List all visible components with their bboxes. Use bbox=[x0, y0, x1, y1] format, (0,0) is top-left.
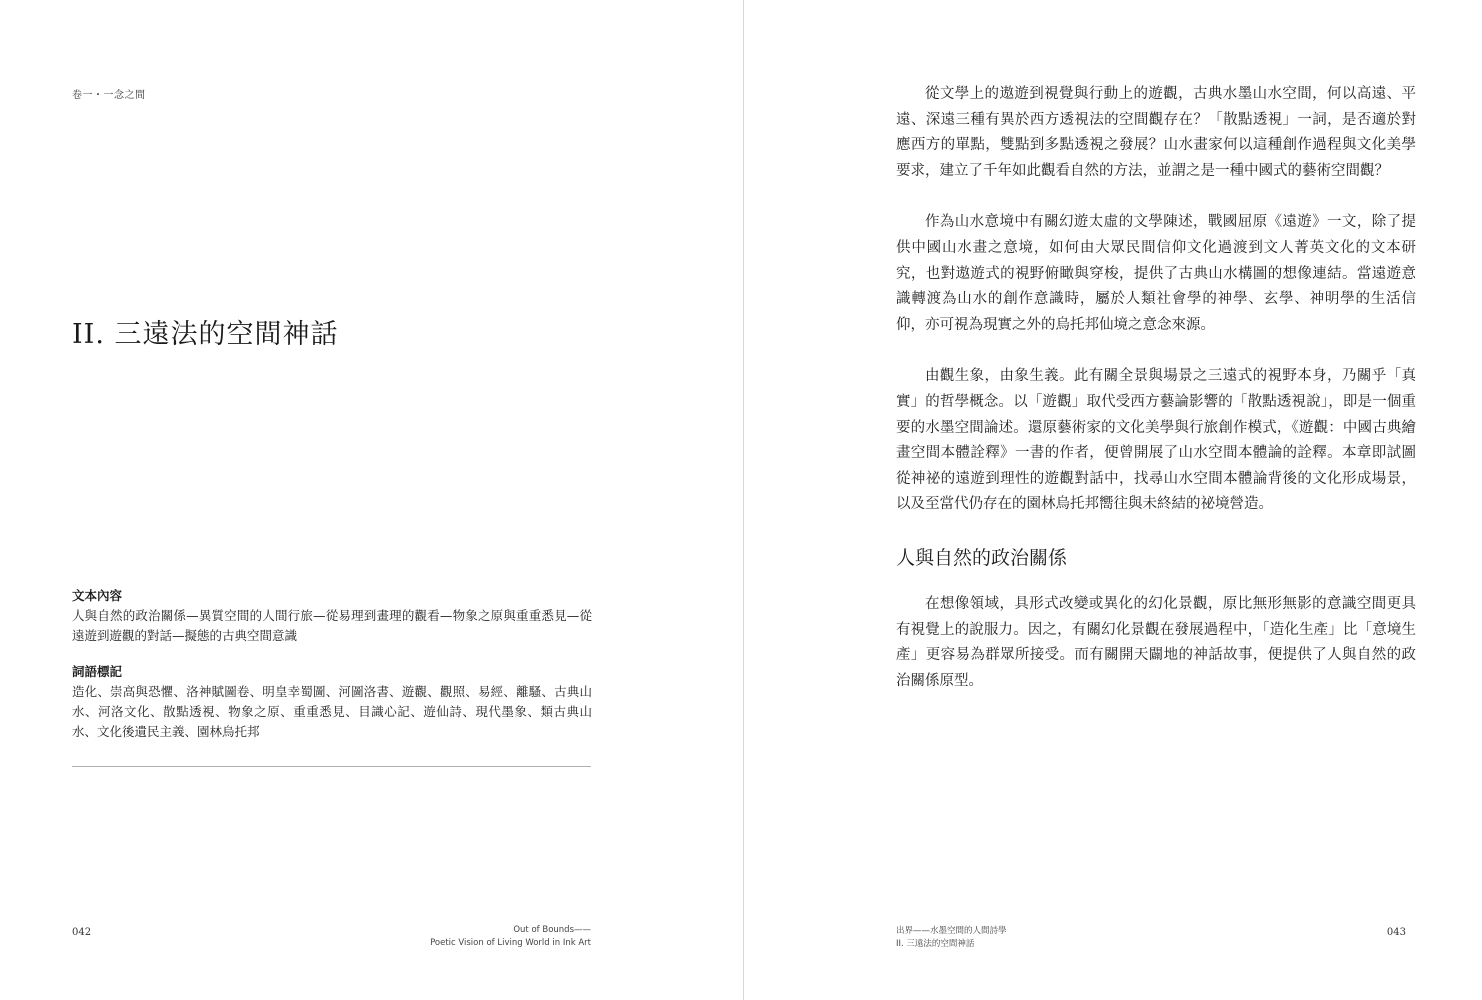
running-footer-line-2: II. 三遠法的空間神話 bbox=[896, 939, 975, 949]
section-heading: 人與自然的政治關係 bbox=[896, 546, 1068, 569]
right-page bbox=[744, 0, 1482, 1000]
contents-label: 文本內容 bbox=[72, 588, 123, 603]
series-title-line-1: Out of Bounds—— bbox=[513, 925, 591, 935]
body-paragraph-3: 由觀生象，由象生義。此有關全景與場景之三遠式的視野本身，乃關乎「真實」的哲學概念。以「遊觀」取代受西方藝論影響的「散點透視說」，即是一個重要的水墨空間論述。還原藝術家的文化美學與行旅創作模式，《遊觀：中國古典繪畫空間本體詮釋》一書的作者，便曾開展了山水空間本體論的詮釋。本章即試圖從神祕的遠遊到理性的遊觀對話中，找尋山水空間本體論背後的文化形成場景，以及至當代仍存在的園林烏托邦嚮往與未終結的祕境營造。 bbox=[896, 368, 1416, 513]
body-paragraph-2: 作為山水意境中有關幻遊太虛的文學陳述，戰國屈原《遠遊》一文，除了提供中國山水畫之意境，如何由大眾民間信仰文化過渡到文人菁英文化的文本研究，也對遨遊式的視野俯瞰與穿梭，提供了古典山水構圖的想像連結。當遠遊意識轉渡為山水的創作意識時，屬於人類社會學的神學、玄學、神明學的生活信仰，亦可視為現實之外的烏托邦仙境之意念來源。 bbox=[896, 214, 1416, 333]
page-number-right: 043 bbox=[1386, 927, 1406, 938]
body-paragraph-1: 從文學上的遨遊到視覺與行動上的遊觀，古典水墨山水空間，何以高遠、平遠、深遠三種有異於西方透視法的空間觀存在？「散點透視」一詞，是否適於對應西方的單點，雙點到多點透視之發展？山水畫家何以這種創作過程與文化美學要求，建立了千年如此觀看自然的方法，並謂之是一種中國式的藝術空間觀？ bbox=[896, 86, 1416, 179]
chapter-metadata bbox=[72, 586, 592, 758]
series-title bbox=[430, 924, 591, 950]
series-title-line-2: Poetic Vision of Living World in Ink Art bbox=[430, 938, 591, 948]
contents-text: 人與自然的政治關係—異質空間的人間行旅—從易理到畫理的觀看—物象之原與重重悉見—從遠遊到遊觀的對話—擬態的古典空間意識 bbox=[72, 608, 592, 643]
section-paragraph: 在想像領域，具形式改變或異化的幻化景觀，原比無形無影的意識空間更具有視覺上的說服力。因之，有關幻化景觀在發展過程中，「造化生產」比「意境生產」更容易為群眾所接受。而有關開天闢地的神話故事，便提供了人與自然的政治關係原型。 bbox=[896, 595, 1416, 689]
running-head: 卷一・一念之間 bbox=[72, 90, 146, 101]
running-footer-line-1: 出界——水墨空間的人間詩學 bbox=[896, 926, 1007, 936]
page-number-left: 042 bbox=[72, 927, 92, 938]
keywords-text: 造化、崇高與恐懼、洛神賦圖卷、明皇幸蜀圖、河圖洛書、遊觀、觀照、易經、離騷、古典山水、河洛文化、散點透視、物象之原、重重悉見、目識心記、遊仙詩、現代墨象、類古典山水、文化後遺民主義、園林烏托邦 bbox=[72, 684, 592, 739]
running-footer bbox=[896, 925, 1007, 951]
body-text bbox=[896, 82, 1416, 720]
keywords-label: 詞語標記 bbox=[72, 664, 123, 679]
divider-rule bbox=[72, 766, 591, 767]
chapter-title: II. 三遠法的空間神話 bbox=[72, 319, 339, 350]
